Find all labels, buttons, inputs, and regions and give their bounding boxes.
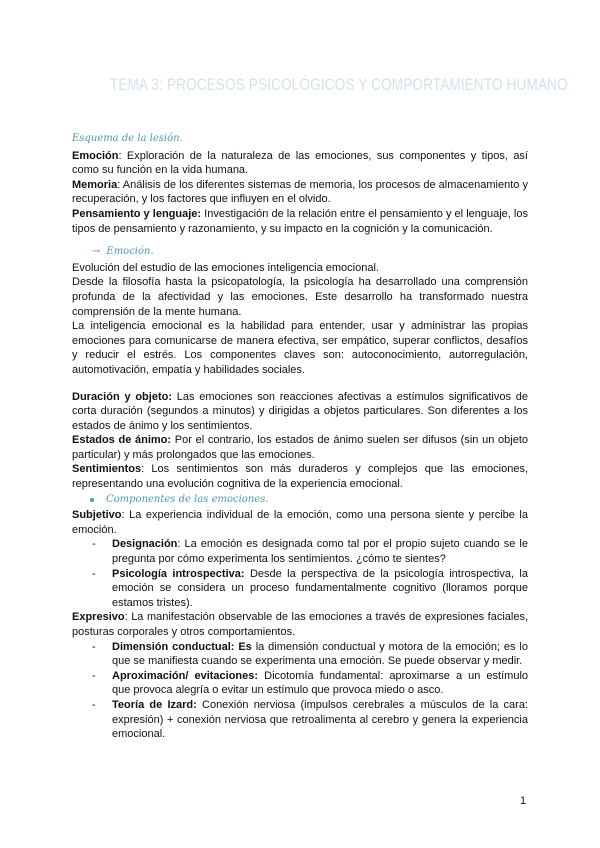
schema-item-pensamiento: Pensamiento y lenguaje: Investigación de la relación entre el pensamiento y el lenguaje, los tipos de pensamiento y razonamiento, y su impacto en la cognición y la comunicación. (72, 207, 528, 235)
type-sentimientos: Sentimientos: Los sentimientos son más duraderos y complejos que las emociones, representando una evolución cognitiva de la experiencia emocional. (72, 463, 528, 491)
page-title: TEMA 3: PROCESOS PSICOLÓGICOS Y COMPORTAMIENTO HUMANO (110, 76, 568, 94)
type-estados-animo: Estados de ánimo: Por el contrario, los estados de ánimo suelen ser difusos (sin un objeto particular) y más prolongados que las emociones. (72, 434, 529, 461)
emotion-intro: Evolución del estudio de las emociones inteligencia emocional. (72, 261, 379, 274)
component-subjetivo: Subjetivo: La experiencia individual de la emoción, como una persona siente y percibe la emoción. (72, 509, 528, 536)
emotion-paragraph-2: La inteligencia emocional es la habilidad para entender, usar y administrar las propias emociones para comunicarse de manera efectiva, ser empático, superar conflictos, desafíos y reducir el estrés. Los componentes claves son: autoconocimiento, autorregulación, automotivación, empatía y habilidades sociales. (72, 320, 528, 376)
page-number: 1 (520, 795, 527, 807)
list-item: - Teoría de Izard: Conexión nerviosa (impulsos cerebrales a músculos de la cara: expresión) + conexión nerviosa que retroalimenta al cerebro y genera la experiencia emocional. (92, 698, 528, 741)
component-expresivo: Expresivo: La manifestación observable de las emociones a través de expresiones faciales, posturas corporales y otros comportamientos. (72, 611, 528, 638)
type-duracion-objeto: Duración y objeto: Las emociones son reacciones afectivas a estímulos significativos de corta duración (segundos a minutos) y dirigidas a objetos particulares. Son diferentes a los estados de ánimo y los sentimientos. (72, 390, 529, 432)
emotion-paragraph-1: Desde la filosofía hasta la psicopatología, la psicología ha desarrollado una comprensión profunda de la afectividad y las emociones. Este desarrollo ha transformado nuestra comprensión de la mente humana. (72, 276, 528, 318)
bullet-icon (90, 498, 94, 502)
schema-item-emocion: Emoción: Exploración de la naturaleza de las emociones, sus componentes y tipos, así como su función en la vida humana. (72, 149, 528, 177)
arrow-right-icon: → (92, 246, 101, 258)
components-heading: Componentes de las emociones. (90, 493, 528, 508)
list-item: - Aproximación/ evitaciones: Dicotomía fundamental: aproximarse a un estímulo que provoca alegría o evitar un estímulo que provoca miedo o asco. (92, 669, 529, 697)
list-item: - Psicología introspectiva: Desde la perspectiva de la psicología introspectiva, la emoción se considera un proceso fundamentalmente cognitivo (lloramos porque estamos tristes). (92, 567, 528, 609)
page-content (72, 132, 528, 742)
schema-item-memoria: Memoria: Análisis de los diferentes sistemas de memoria, los procesos de almacenamiento y recuperación, y los factores que influyen en el olvido. (72, 178, 528, 206)
emotion-heading: → Emoción. (92, 246, 154, 258)
schema-heading: Esquema de la lesión. (72, 133, 183, 144)
list-item: - Dimensión conductual: Es la dimensión conductual y motora de la emoción; es lo que se manifiesta cuando se experimenta una emoción. Se puede observar y medir. (92, 640, 528, 668)
list-item: - Designación: La emoción es designada como tal por el propio sujeto cuando se le pregunta por cómo experimenta los sentimientos. ¿cómo te sientes? (92, 538, 528, 566)
